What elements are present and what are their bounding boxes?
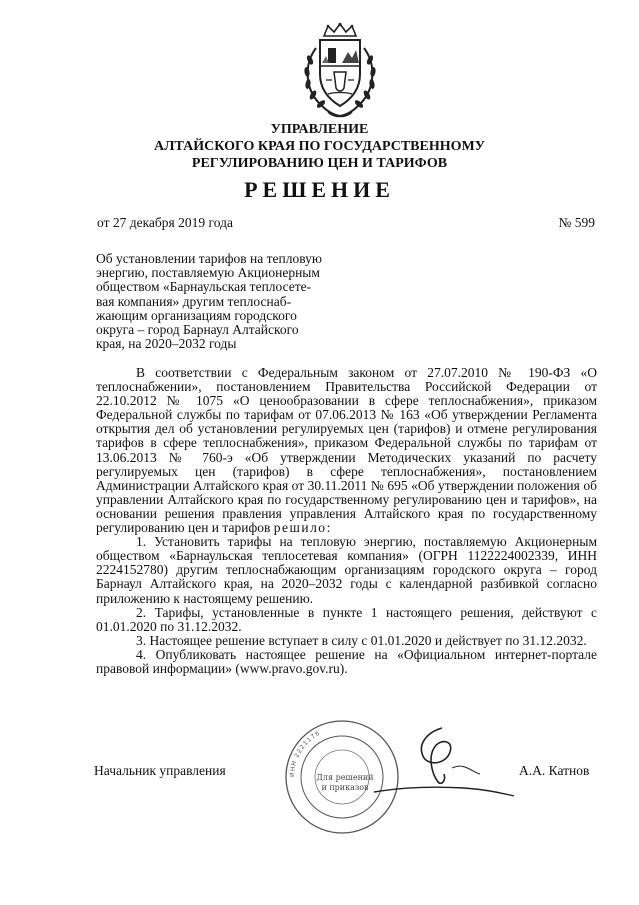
subject-line: края, на 2020–2032 годы xyxy=(96,336,237,352)
stamp-ring-text: ИНН 2221176 xyxy=(288,729,322,778)
svg-text:Для решений: Для решений xyxy=(316,773,374,782)
document-type-title: РЕШЕНИЕ xyxy=(244,177,395,202)
svg-text:и приказов: и приказов xyxy=(321,783,369,792)
item-paragraph: 1. Установить тарифы на тепловую энергию, поставляемую Акционерным обществом «Барнаульская теплосетевая компания» (ОГРН 1122224002339, ИНН 2224152780) другим теплоснабжающим организациям городского округа – город Барнаул Алтайского края, на 2020–2032 годы с календарной разбивкой согласно приложению к настоящему решению. xyxy=(96,534,597,606)
signatory-title: Начальник управления xyxy=(94,763,226,778)
subject-line: вая компания» другим теплоснаб- xyxy=(96,293,292,309)
document-number: № 599 xyxy=(558,215,595,230)
subject-line: обществом «Барнаульская теплосете- xyxy=(96,279,312,295)
document-subject xyxy=(96,252,334,351)
agency-line: УПРАВЛЕНИЕ xyxy=(270,122,369,137)
item-paragraph: 3. Настоящее решение вступает в силу с 01.01.2020 и действует по 31.12.2032. xyxy=(136,632,587,648)
agency-line: АЛТАЙСКОГО КРАЯ ПО ГОСУДАРСТВЕННОМУ xyxy=(154,139,485,154)
agency-line: РЕГУЛИРОВАНИЮ ЦЕН И ТАРИФОВ xyxy=(191,156,448,171)
decided-word: решило xyxy=(273,520,327,536)
item-paragraph: 4. Опубликовать настоящее решение на «Официальном интернет-портале правовой информации» (www.pravo.gov.ru). xyxy=(96,646,597,676)
document-body xyxy=(96,366,597,676)
subject-line: жающим организациям городского xyxy=(96,307,297,323)
item-paragraph: 2. Тарифы, установленные в пункте 1 настоящего решения, действуют с 01.01.2020 по 31.12.2032. xyxy=(96,604,597,634)
preamble-paragraph xyxy=(96,366,597,535)
document-date: от 27 декабря 2019 года xyxy=(97,215,233,230)
svg-text:ИНН 2221176 xyxy=(289,730,322,778)
signatory-name: А.А. Катнов xyxy=(519,763,590,778)
subject-line: округа – город Барнаул Алтайского xyxy=(96,322,299,338)
coat-of-arms-icon xyxy=(298,22,382,120)
decided-colon: : xyxy=(326,520,331,536)
handwritten-signature-icon xyxy=(368,722,518,798)
subject-line: Об установлении тарифов на тепловую xyxy=(96,251,322,266)
preamble-text: В соответствии с Федеральным законом от 27.07.2010 № 190-ФЗ «О теплоснабжении», постановлением Правительства Российской Федерации от 22.10.2012 № 1075 «О ценообразовании в сфере теплоснабжения», приказом Федеральной службы по тарифам от 07.06.2013 № 163 «Об утверждении Регламента открытия дел об установлении регулируемых цен (тарифов) и отмене регулирования тарифов в сфере теплоснабжения», приказом Федеральной службы по тарифам от 13.06.2013 № 760-э «Об утверждении Методических указаний по расчету регулируемых цен (тарифов) в сфере теплоснабжения», постановлением Администрации Алтайского края от 30.11.2011 № 695 «Об утверждении положения об управлении Алтайского края по государственному регулированию цен и тарифов», на основании решения правления управления Алтайского края по государственному регулированию цен и тарифов xyxy=(96,365,597,536)
agency-name xyxy=(0,121,639,172)
subject-line: энергию, поставляемую Акционерным xyxy=(96,265,320,281)
